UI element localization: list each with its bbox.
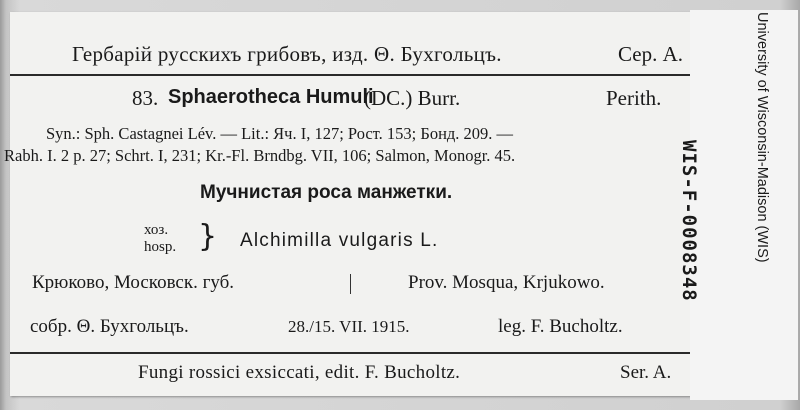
host-name: Alchimilla vulgaris L. bbox=[240, 230, 439, 251]
footer-right: Ser. A. bbox=[620, 362, 672, 383]
collector-lat: leg. F. Bucholtz. bbox=[498, 316, 623, 337]
locality-lat: Prov. Mosqua, Krjukowo. bbox=[408, 272, 605, 293]
host-label-ru: хоз. bbox=[144, 222, 169, 238]
herbarium-label bbox=[4, 12, 698, 396]
collector-ru: собр. Θ. Бухгольцъ. bbox=[30, 316, 189, 337]
species-number: 83. bbox=[132, 86, 159, 110]
host-label-lat: hosp. bbox=[144, 239, 177, 255]
header-right: Сер. А. bbox=[618, 42, 683, 66]
species-stage: Perith. bbox=[606, 86, 662, 110]
common-name: Мучнистая роса манжетки. bbox=[200, 182, 453, 203]
header-left: Гербарій русскихъ грибовъ, изд. Θ. Бухгольцъ. bbox=[72, 42, 502, 66]
locality-ru: Крюково, Московск. губ. bbox=[32, 272, 235, 293]
species-author: (DC.) Burr. bbox=[364, 86, 461, 110]
collection-date: 28./15. VII. 1915. bbox=[288, 317, 410, 336]
species-name: Sphaerotheca Humuli bbox=[168, 86, 374, 108]
host-brace: } bbox=[198, 219, 218, 254]
synonymy-line-2: Rabh. I. 2 p. 27; Schrt. I, 231; Kr.-Fl. Brndbg. VII, 106; Salmon, Monogr. 45. bbox=[4, 146, 516, 165]
header-rule bbox=[10, 74, 698, 76]
barcode-stamp: WIS-F-0008348 bbox=[678, 140, 700, 302]
barcode-zone bbox=[678, 10, 798, 400]
synonymy-line-1: Syn.: Sph. Castagnei Lév. — Lit.: Яч. I, 127; Рост. 153; Бонд. 209. — bbox=[46, 124, 514, 143]
institution-label: University of Wisconsin-Madison (WIS) bbox=[754, 12, 770, 263]
footer-left: Fungi rossici exsiccati, edit. F. Bucholtz. bbox=[138, 362, 461, 383]
locality-divider bbox=[350, 274, 351, 294]
footer-rule bbox=[10, 352, 698, 354]
